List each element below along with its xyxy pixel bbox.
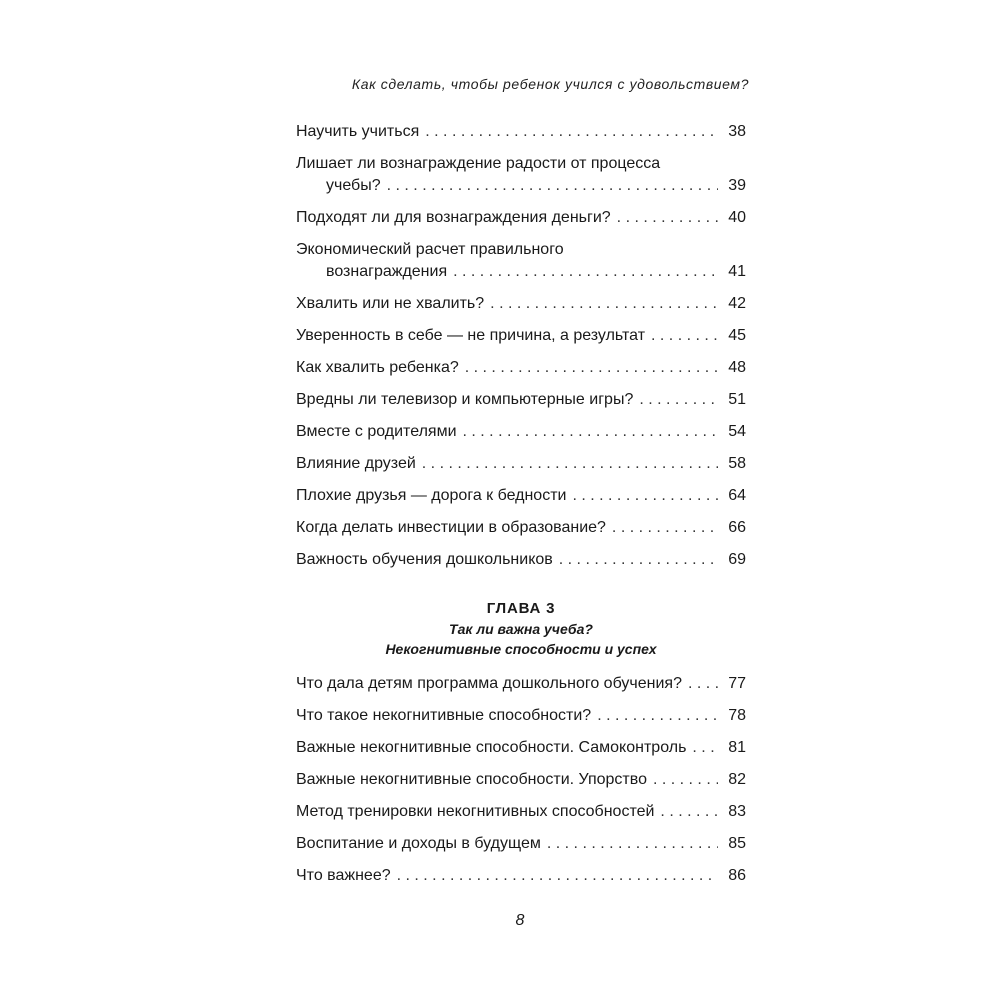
leader-dots (559, 549, 718, 571)
toc-entry[interactable] (296, 801, 746, 823)
toc-entry[interactable] (296, 357, 746, 379)
toc-entry[interactable] (296, 705, 746, 727)
toc-entry-page: 40 (728, 209, 746, 226)
chapter-heading (296, 599, 746, 659)
leader-dots (692, 737, 718, 759)
toc-entry[interactable] (296, 293, 746, 315)
toc-entry-page: 86 (728, 867, 746, 884)
leader-dots (639, 389, 718, 411)
leader-dots (653, 769, 718, 791)
chapter-subtitle: Так ли важна учеба? (449, 621, 593, 637)
leader-dots (651, 325, 718, 347)
toc-entry-title: Лишает ли вознаграждение радости от процесса (296, 155, 661, 172)
toc-entry-title: Метод тренировки некогнитивных способностей (296, 803, 655, 820)
toc-entry[interactable] (296, 769, 746, 791)
toc-entry-page: 58 (728, 455, 746, 472)
toc-entry-title: Важные некогнитивные способности. Самоконтроль (296, 739, 687, 756)
leader-dots (465, 357, 718, 379)
toc-entry-title: Воспитание и доходы в будущем (296, 835, 541, 852)
toc-entry[interactable] (296, 421, 746, 443)
leader-dots (422, 453, 718, 475)
toc-list-section-1 (296, 121, 746, 581)
chapter-label: ГЛАВА 3 (486, 600, 556, 617)
toc-entry-page: 81 (728, 739, 746, 756)
toc-entry-title: Вместе с родителями (296, 423, 457, 440)
toc-entry-title: Важные некогнитивные способности. Упорство (296, 771, 647, 788)
toc-entry[interactable] (296, 485, 746, 507)
toc-entry-title: Когда делать инвестиции в образование? (296, 519, 606, 536)
toc-entry-title: Что такое некогнитивные способности? (296, 707, 592, 724)
toc-entry-title: Как хвалить ребенка? (296, 359, 459, 376)
toc-entry[interactable] (296, 389, 746, 411)
toc-entry-page: 48 (728, 359, 746, 376)
toc-entry-page: 41 (728, 263, 746, 280)
toc-entry-page: 38 (728, 123, 746, 140)
toc-entry-title: Уверенность в себе — не причина, а результат (296, 327, 646, 344)
leader-dots (572, 485, 718, 507)
toc-entry-title: Вредны ли телевизор и компьютерные игры? (296, 391, 634, 408)
leader-dots (660, 801, 718, 823)
leader-dots (688, 673, 718, 695)
toc-entry[interactable] (296, 325, 746, 347)
toc-entry[interactable] (296, 121, 746, 143)
toc-entry[interactable] (296, 549, 746, 571)
leader-dots (547, 833, 718, 855)
toc-entry-page: 64 (728, 487, 746, 504)
toc-entry-page: 77 (728, 675, 746, 692)
toc-entry-title-continuation: учебы? (326, 177, 381, 194)
toc-entry-title: Что дала детям программа дошкольного обучения? (296, 675, 682, 692)
toc-entry-page: 51 (728, 391, 746, 408)
leader-dots (387, 175, 718, 197)
toc-entry-page: 85 (728, 835, 746, 852)
toc-entry-page: 78 (728, 707, 746, 724)
toc-entry-page: 69 (728, 551, 746, 568)
leader-dots (490, 293, 718, 315)
toc-entry[interactable] (296, 865, 746, 887)
toc-entry[interactable] (296, 153, 746, 197)
toc-entry[interactable] (296, 833, 746, 855)
toc-entry-page: 66 (728, 519, 746, 536)
toc-entry-title: Экономический расчет правильного (296, 241, 564, 258)
chapter-subtitle-2: Некогнитивные способности и успех (385, 641, 657, 657)
toc-entry-page: 83 (728, 803, 746, 820)
toc-entry-title: Подходят ли для вознаграждения деньги? (296, 209, 611, 226)
running-head: Как сделать, чтобы ребенок учился с удовольствием? (351, 76, 749, 92)
page-number: 8 (515, 912, 525, 929)
toc-entry-page: 45 (728, 327, 746, 344)
leader-dots (612, 517, 718, 539)
leader-dots (463, 421, 719, 443)
leader-dots (425, 121, 718, 143)
toc-entry[interactable] (296, 239, 746, 283)
leader-dots (617, 207, 718, 229)
toc-list-section-2 (296, 673, 746, 897)
toc-entry-title: Важность обучения дошкольников (296, 551, 553, 568)
toc-entry-title: Плохие друзья — дорога к бедности (296, 487, 567, 504)
toc-entry-title: Что важнее? (296, 867, 391, 884)
toc-entry-title: Влияние друзей (296, 455, 416, 472)
toc-entry-page: 82 (728, 771, 746, 788)
toc-entry[interactable] (296, 737, 746, 759)
toc-entry-page: 54 (728, 423, 746, 440)
leader-dots (397, 865, 718, 887)
toc-entry-title: Хвалить или не хвалить? (296, 295, 485, 312)
toc-entry[interactable] (296, 517, 746, 539)
toc-entry[interactable] (296, 673, 746, 695)
toc-entry-title-continuation: вознаграждения (326, 263, 448, 280)
toc-entry-page: 39 (728, 177, 746, 194)
toc-entry-title: Научить учиться (296, 123, 420, 140)
toc-entry[interactable] (296, 453, 746, 475)
leader-dots (597, 705, 718, 727)
leader-dots (453, 261, 718, 283)
toc-entry-page: 42 (728, 295, 746, 312)
toc-entry[interactable] (296, 207, 746, 229)
